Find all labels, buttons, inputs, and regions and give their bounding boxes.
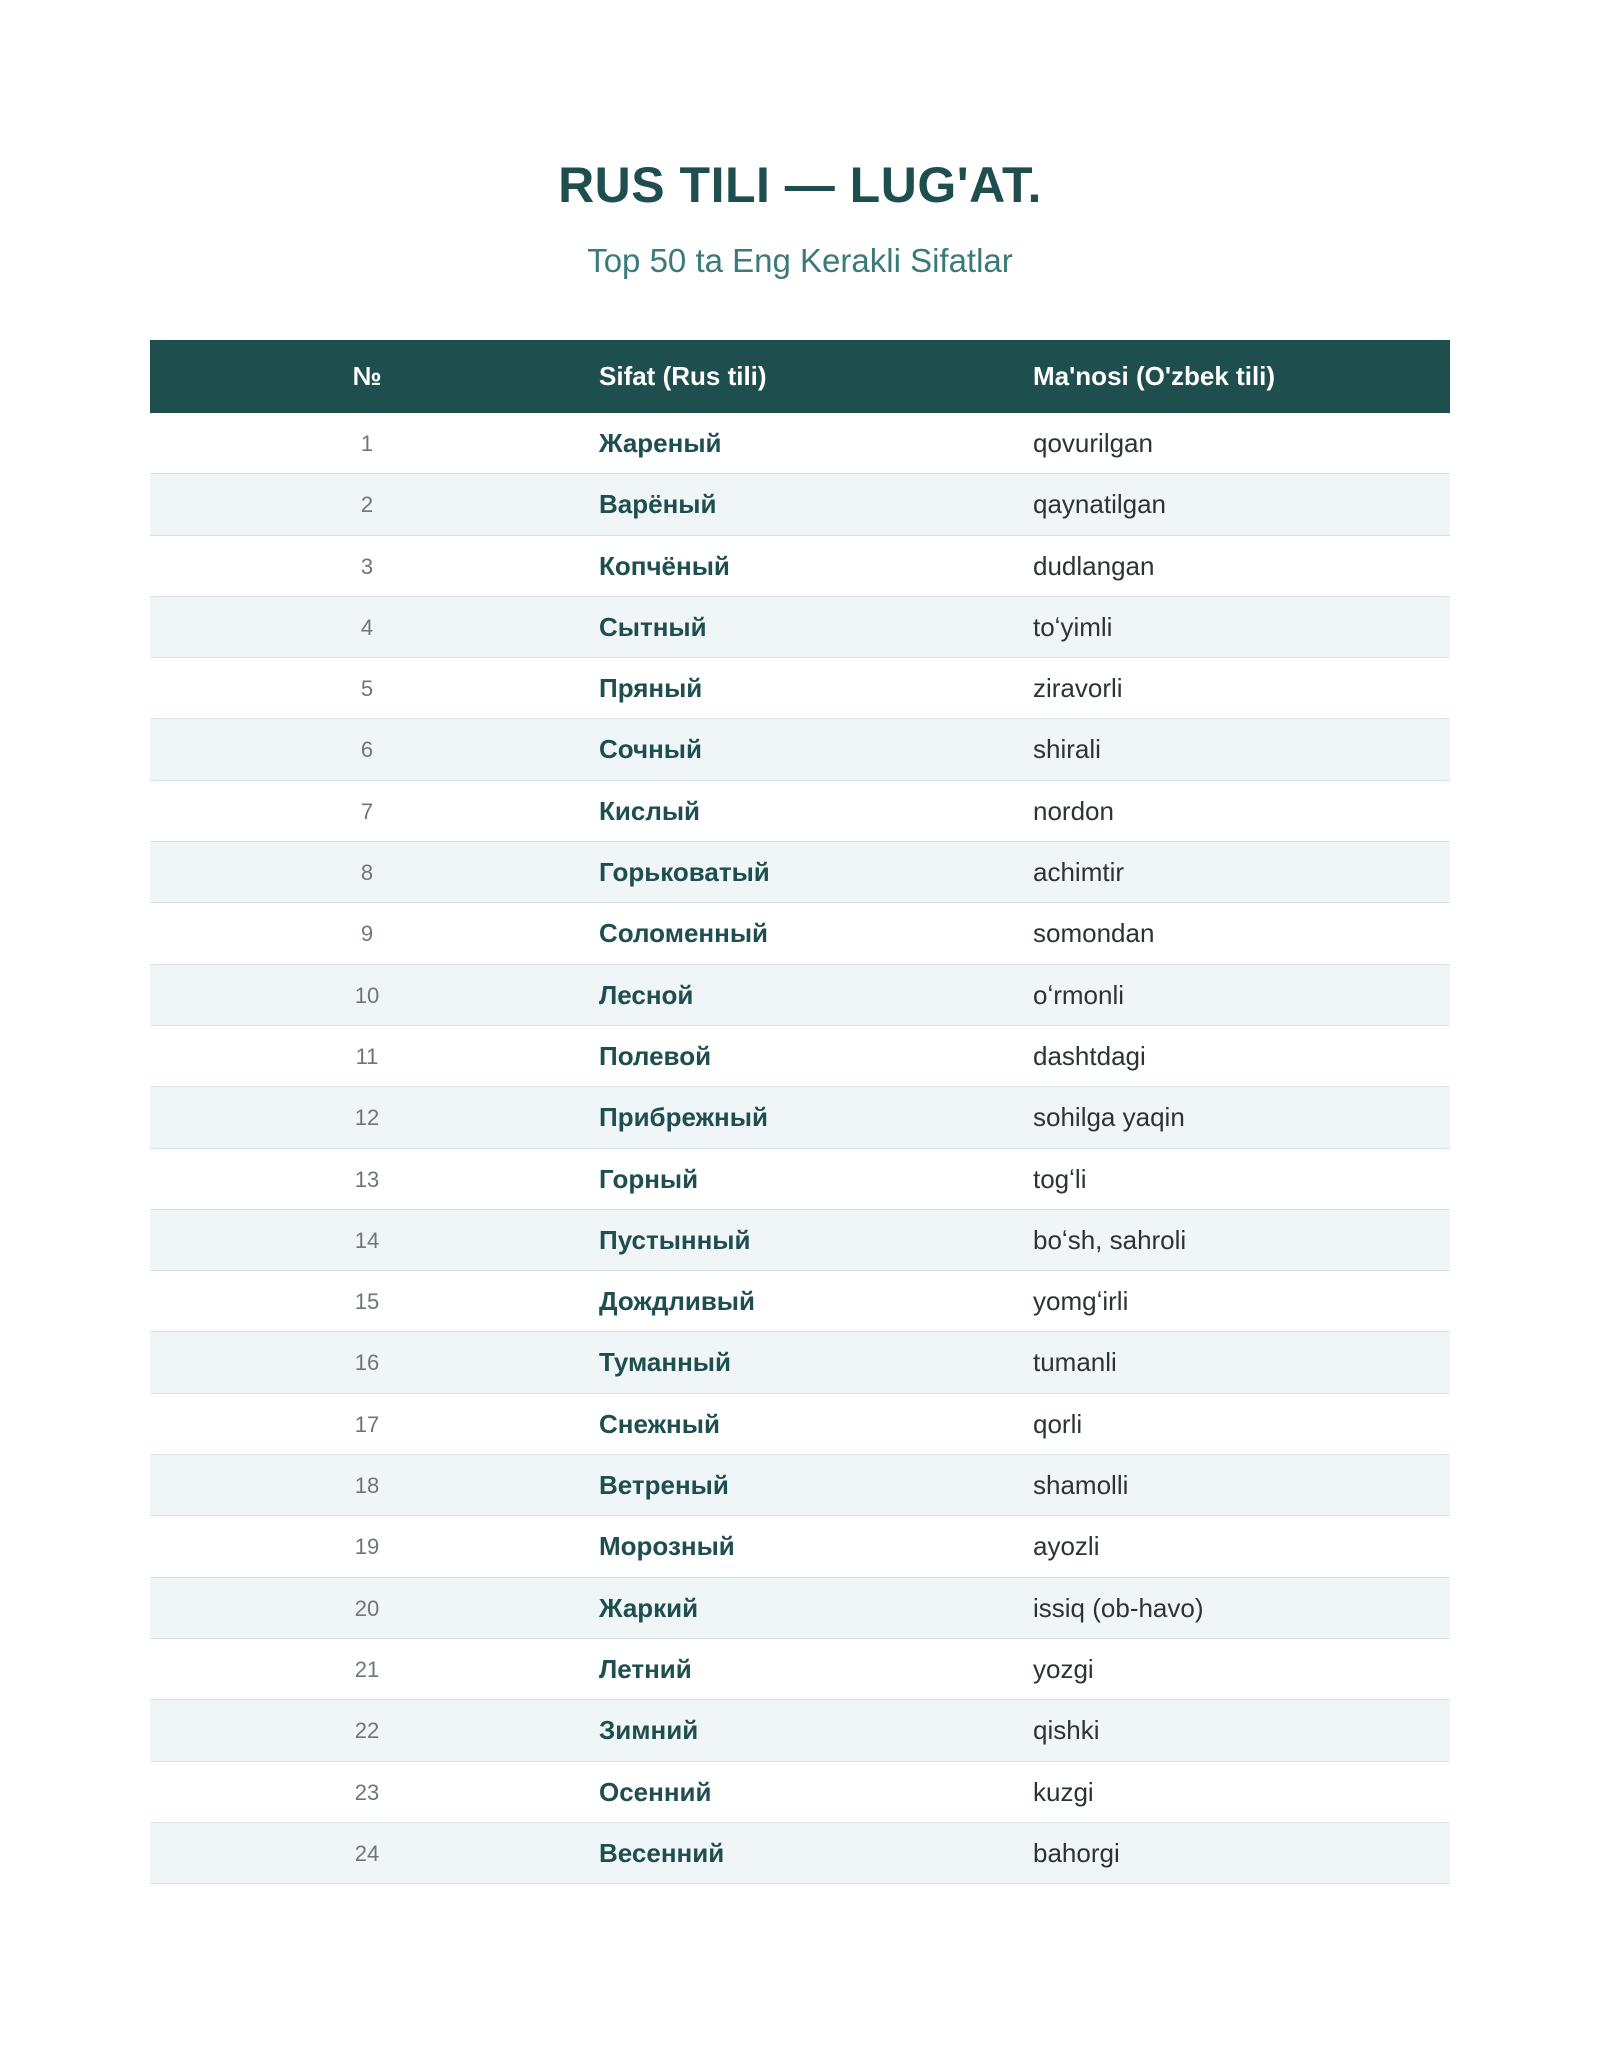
table-row: [150, 1578, 1450, 1639]
page-subtitle: Top 50 ta Eng Kerakli Sifatlar: [587, 242, 1013, 279]
russian-adjective: Горьковатый: [599, 857, 770, 888]
row-number: 10: [354, 982, 380, 1008]
table-row: [150, 1394, 1450, 1455]
russian-adjective: Жареный: [599, 428, 722, 458]
row-number: 14: [354, 1227, 380, 1253]
table-row: [150, 1639, 1450, 1700]
uzbek-meaning: oʻrmonli: [1033, 979, 1125, 1010]
row-number: 17: [354, 1411, 380, 1437]
header-number: №: [352, 361, 382, 391]
uzbek-meaning: achimtir: [1033, 857, 1125, 888]
table-row: [150, 781, 1450, 842]
russian-adjective: Снежный: [599, 1408, 720, 1439]
table-row: [150, 413, 1450, 474]
uzbek-meaning: togʻli: [1033, 1163, 1087, 1194]
uzbek-meaning: shamolli: [1033, 1470, 1129, 1501]
russian-adjective: Копчёный: [599, 550, 730, 581]
russian-adjective: Полевой: [599, 1040, 712, 1071]
russian-adjective: Морозный: [599, 1531, 735, 1562]
header-russian: Sifat (Rus tili): [599, 361, 767, 391]
row-number: 24: [354, 1840, 380, 1866]
row-number: 12: [354, 1105, 380, 1131]
row-number: 7: [360, 798, 374, 824]
russian-adjective: Соломенный: [599, 918, 769, 949]
uzbek-meaning: sohilga yaqin: [1033, 1102, 1185, 1133]
russian-adjective: Осенний: [599, 1776, 712, 1807]
page-title: RUS TILI — LUG'AT.: [558, 157, 1042, 213]
table-row: [150, 474, 1450, 535]
row-number: 23: [354, 1779, 380, 1805]
row-number: 11: [355, 1043, 379, 1069]
table-row: [150, 1026, 1450, 1087]
row-number: 21: [354, 1656, 380, 1682]
uzbek-meaning: qishki: [1033, 1715, 1100, 1746]
row-number: 16: [354, 1350, 380, 1376]
table-row: [150, 1332, 1450, 1393]
uzbek-meaning: shirali: [1033, 734, 1101, 765]
row-number: 13: [354, 1166, 380, 1192]
russian-adjective: Пряный: [599, 673, 703, 704]
row-number: 9: [360, 921, 374, 947]
table-row: [150, 1455, 1450, 1516]
table-row: [150, 1210, 1450, 1271]
uzbek-meaning: ayozli: [1033, 1531, 1100, 1562]
table-row: [150, 1700, 1450, 1761]
table-row: [150, 1149, 1450, 1210]
row-number: 2: [360, 492, 374, 518]
uzbek-meaning: yozgi: [1033, 1653, 1094, 1684]
russian-adjective: Дождливый: [599, 1286, 755, 1317]
table-row: [150, 842, 1450, 903]
row-number: 22: [354, 1718, 380, 1744]
row-number: 1: [360, 431, 374, 456]
row-number: 18: [354, 1473, 380, 1499]
table-row: [150, 965, 1450, 1026]
table-row: [150, 536, 1450, 597]
table-row: [150, 658, 1450, 719]
uzbek-meaning: dudlangan: [1033, 550, 1155, 581]
header-uzbek: Ma'nosi (O'zbek tili): [1033, 361, 1276, 391]
uzbek-meaning: nordon: [1033, 795, 1114, 826]
uzbek-meaning: qovurilgan: [1033, 428, 1153, 458]
uzbek-meaning: somondan: [1033, 918, 1155, 949]
uzbek-meaning: bahorgi: [1033, 1837, 1120, 1868]
row-number: 3: [360, 553, 374, 579]
russian-adjective: Кислый: [599, 795, 701, 826]
russian-adjective: Зимний: [599, 1715, 699, 1746]
uzbek-meaning: tumanli: [1033, 1347, 1117, 1378]
uzbek-meaning: toʻyimli: [1033, 611, 1113, 642]
table-row: [150, 1087, 1450, 1148]
russian-adjective: Ветреный: [599, 1470, 729, 1501]
uzbek-meaning: qorli: [1033, 1408, 1083, 1439]
russian-adjective: Весенний: [599, 1837, 725, 1868]
row-number: 8: [360, 860, 374, 886]
table-row: [150, 903, 1450, 964]
russian-adjective: Сочный: [599, 734, 702, 765]
vocabulary-table: [150, 340, 1450, 1884]
table-row: [150, 719, 1450, 780]
table-header: [150, 340, 1450, 413]
table-row: [150, 1762, 1450, 1823]
russian-adjective: Горный: [599, 1163, 699, 1194]
row-number: 15: [354, 1289, 380, 1315]
russian-adjective: Пустынный: [599, 1224, 751, 1255]
russian-adjective: Лесной: [599, 979, 694, 1010]
row-number: 20: [354, 1595, 380, 1621]
russian-adjective: Сытный: [599, 611, 707, 642]
table-row: [150, 1271, 1450, 1332]
table-row: [150, 597, 1450, 658]
russian-adjective: Туманный: [599, 1347, 731, 1378]
row-number: 5: [360, 676, 374, 702]
row-number: 4: [360, 614, 374, 640]
row-number: 19: [354, 1534, 380, 1560]
uzbek-meaning: issiq (ob-havo): [1033, 1592, 1204, 1623]
row-number: 6: [360, 737, 374, 763]
table-row: [150, 1516, 1450, 1577]
russian-adjective: Жаркий: [599, 1592, 699, 1623]
uzbek-meaning: boʻsh, sahroli: [1033, 1224, 1187, 1255]
uzbek-meaning: qaynatilgan: [1033, 489, 1166, 520]
table-row: [150, 1823, 1450, 1884]
uzbek-meaning: yomgʻirli: [1033, 1286, 1129, 1317]
uzbek-meaning: dashtdagi: [1033, 1040, 1146, 1071]
table-body: [150, 413, 1450, 1884]
uzbek-meaning: kuzgi: [1033, 1776, 1094, 1807]
russian-adjective: Прибрежный: [599, 1102, 768, 1133]
russian-adjective: Варёный: [599, 489, 717, 520]
russian-adjective: Летний: [599, 1653, 692, 1684]
uzbek-meaning: ziravorli: [1033, 673, 1123, 704]
